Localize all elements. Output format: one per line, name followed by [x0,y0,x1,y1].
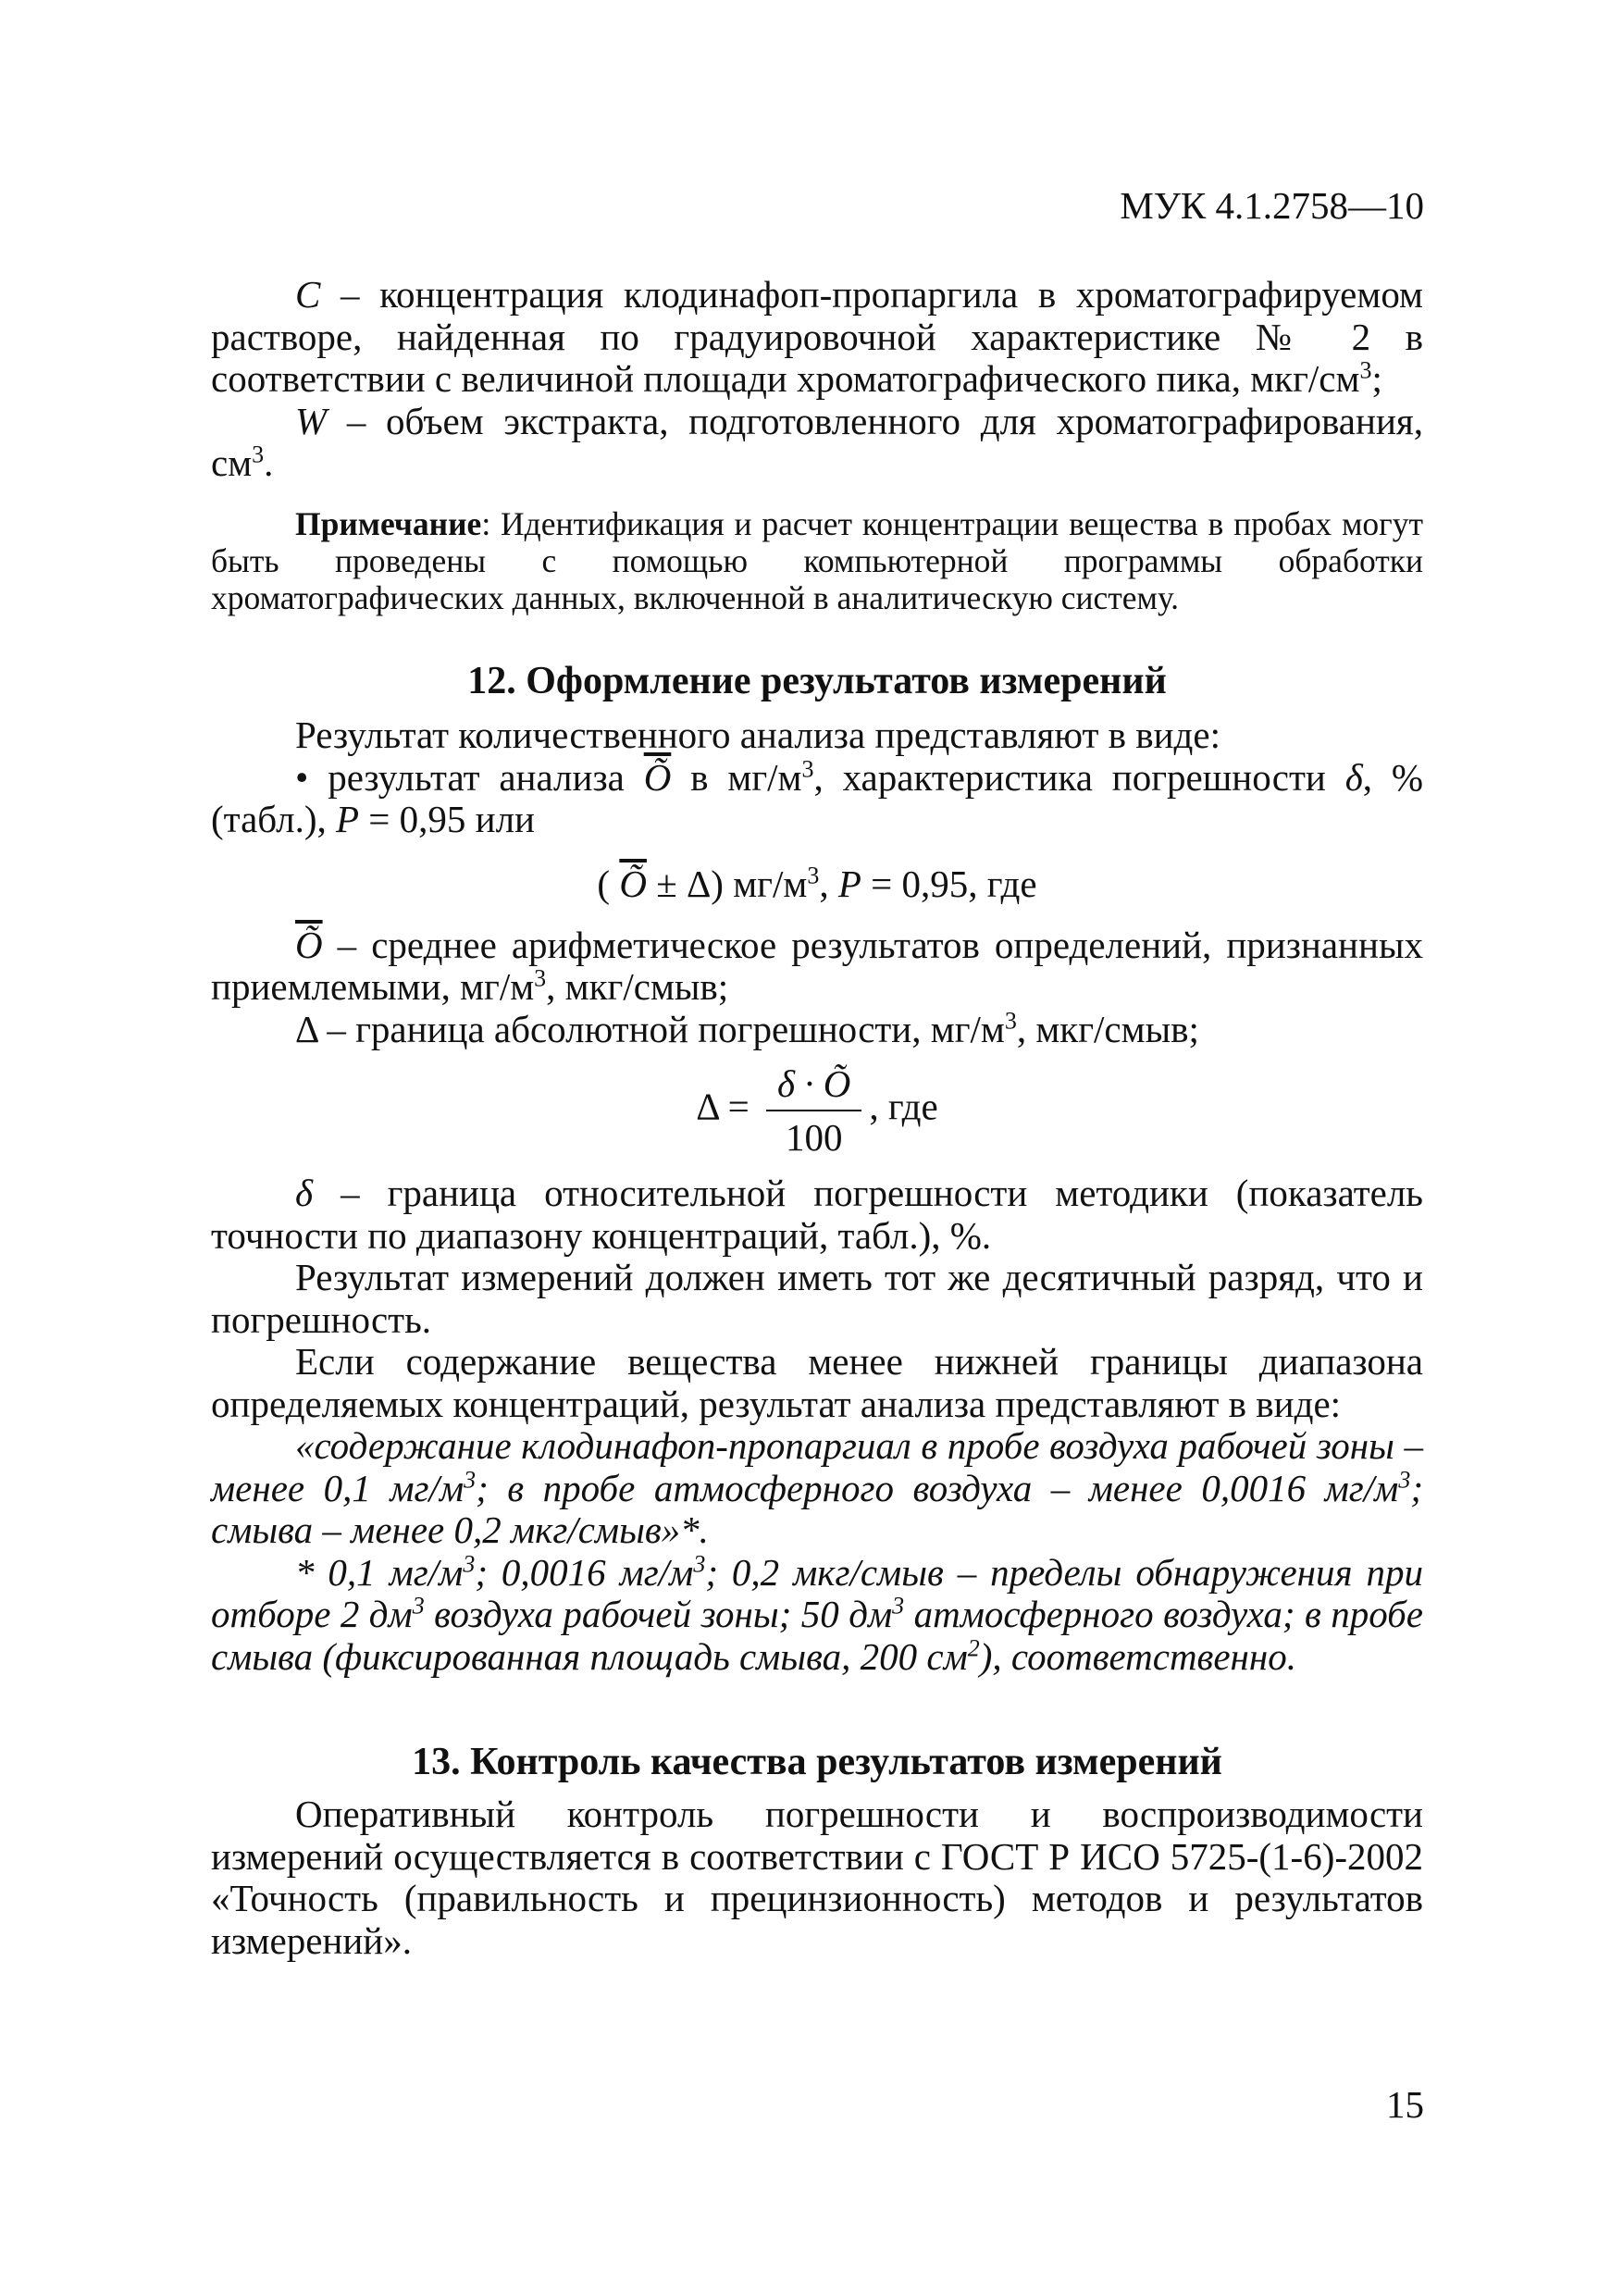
definitions-block [211,274,1423,485]
section-13-title: 13. Контроль качества результатов измерений [412,1741,1222,1783]
page-number: 15 [1386,2083,1424,2126]
footnote: * 0,1 $мг/м^3$; 0,0016 $мг/м^3$; 0,2 мкг/смыв – пределы обнаружения при отборе 2 $дм^3$ воздуха рабочей зоны; 50 $дм^3$ атмосферного воздуха; в пробе смыва (фиксированная площадь смыва, 200 $см^2$), соответственно. [211,1549,1423,1678]
definition-delta: δ – граница относительной погрешности методики (показатель точности по диапазону концентраций, табл.), %. [211,1172,1423,1257]
section-13-body [211,1793,1423,1962]
bullet-result: • результат анализа $\overline{Õ}$ в $мг/м^3$, характеристика погрешности δ, % (табл.), Р = 0,95 или [211,754,1424,840]
intro-text: Результат количественного анализа представляют в виде: [295,714,1220,756]
fraction [766,1061,861,1160]
definition-Delta: Δ – граница абсолютной погрешности, $мг/м^3$, мкг/смыв; [295,1006,1199,1050]
document-code: МУК 4.1.2758—10 [1120,184,1424,227]
definition-c: С – концентрация клодинафоп-пропаргила в хроматографируемом растворе, найденная по градуировочной характеристике № 2 в соответствии с величиной площади хроматографического пика, мкг/$см^3$; [211,273,1423,400]
note-text: : Идентификация и расчет концентрации вещества в пробах могут быть проведены с помощью компьютерной программы обработки хроматографических данных, включенной в аналитическую систему. [211,505,1423,616]
fraction-numerator: δ · Õ [766,1061,861,1111]
section-12-title: 12. Оформление результатов измерений [467,660,1167,702]
definition-w: W – объем экстракта, подготовленного для хроматографирования, $см^3$. [211,399,1423,484]
definition-xbar: $\overline{Õ}$ – среднее арифметическое результатов определений, признанных приемлемыми, $мг/м^3$, мкг/смыв; [211,923,1423,1008]
result-quote: «содержание клодинафоп-пропаргиал в пробе воздуха рабочей зоны – менее 0,1 $мг/м^3$; в пробе атмосферного воздуха – менее 0,0016 $мг/м^3$; смыва – менее 0,2 мкг/смыв»*. [211,1424,1423,1551]
formula-result: ( $\overline{Õ} \pm \Delta$) $мг/м^3$, Р = 0,95, где [597,861,1037,905]
lower-limit-rule: Если содержание вещества менее нижней границы диапазона определяемых концентраций, результат анализа представляют в виде: [211,1340,1423,1425]
formula-delta: Δ = $\frac{\delta \cdot Õ}{100}$ , где [696,1062,938,1159]
note-block [211,505,1423,616]
section-12-body [211,714,1423,1678]
section-13-text: Оперативный контроль погрешности и воспроизводимости измерений осуществляется в соответствии с ГОСТ Р ИСО 5725-(1-6)-2002 «Точность (правильность и прецинзионность) методов и результатов измерений». [211,1793,1423,1962]
fraction-denominator: 100 [785,1116,843,1159]
note-label: Примечание [295,505,482,542]
decimal-rule: Результат измерений должен иметь тот же десятичный разряд, что и погрешность. [211,1256,1423,1341]
